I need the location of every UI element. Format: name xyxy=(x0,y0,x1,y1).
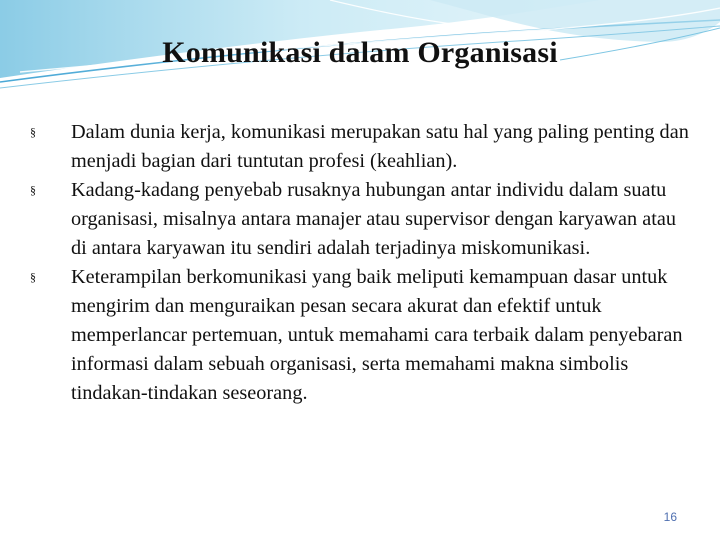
bullet-item xyxy=(30,176,690,263)
bullet-square-icon: § xyxy=(30,125,36,139)
bullet-item xyxy=(30,118,690,176)
bullet-square-icon: § xyxy=(30,183,36,197)
bullet-text: Kadang-kadang penyebab rusaknya hubungan antar individu dalam suatu organisasi, misalnya antara manajer atau supervisor dengan karyawan atau di antara karyawan itu sendiri adalah terjadinya miskomunikasi. xyxy=(71,179,677,259)
bullet-text: Keterampilan berkomunikasi yang baik meliputi kemampuan dasar untuk mengirim dan menguraikan pesan secara akurat dan efektif untuk memperlancar pertemuan, untuk memahami cara terbaik dalam penyebaran informasi dalam sebuah organisasi, serta memahami makna simbolis tindakan-tindakan seseorang. xyxy=(71,266,683,404)
slide-title: Komunikasi dalam Organisasi xyxy=(162,36,558,69)
bullet-item xyxy=(30,263,690,408)
bullet-square-icon: § xyxy=(30,270,36,284)
bullet-text: Dalam dunia kerja, komunikasi merupakan satu hal yang paling penting dan menjadi bagian dari tuntutan profesi (keahlian). xyxy=(71,121,689,172)
page-number: 16 xyxy=(663,510,677,524)
bullet-list xyxy=(30,118,690,408)
